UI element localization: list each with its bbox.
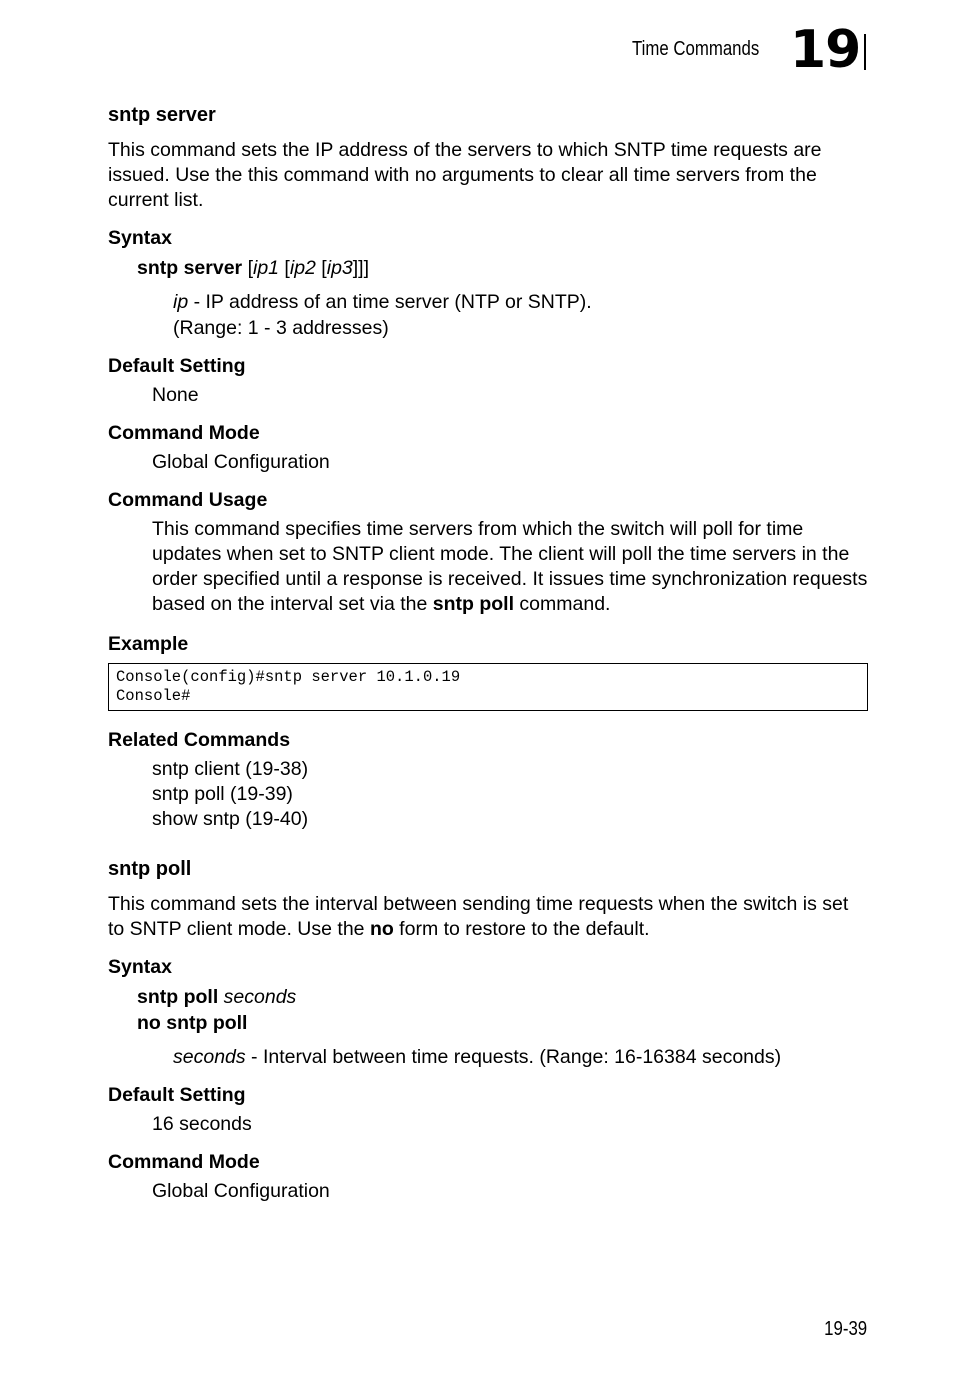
related-command: show sntp (19-40) [152, 808, 309, 830]
page-content [108, 102, 868, 1204]
sntp-poll-syntax: sntp poll seconds [137, 986, 297, 1008]
related-command: sntp poll (19-39) [152, 783, 293, 805]
command-usage-heading: Command Usage [108, 489, 268, 511]
sntp-poll-description: This command sets the interval between sending time requests when the switch is set to SNTP client mode. Use the no form to restore to the default. [108, 893, 849, 940]
sntp-server-syntax: sntp server [ip1 [ip2 [ip3]]] [137, 257, 370, 279]
chapter-number: 19 [790, 20, 861, 80]
default-setting-heading: Default Setting [108, 355, 246, 377]
example-line: Console(config)#sntp server 10.1.0.19 [116, 668, 461, 686]
example-line: Console# [116, 687, 191, 705]
sntp-server-description: This command sets the IP address of the servers to which SNTP time requests are issued. Use the this command with no arguments to clear all time servers from the current list. [108, 139, 822, 211]
related-command: sntp client (19-38) [152, 758, 309, 780]
no-sntp-poll-syntax: no sntp poll [137, 1012, 248, 1034]
section-title-sntp-server: sntp server [108, 104, 216, 126]
sntp-server-default: None [152, 384, 199, 406]
command-mode-heading: Command Mode [108, 422, 260, 444]
running-header: Time Commands [632, 38, 760, 60]
chapter-divider [864, 34, 866, 70]
default-setting-heading: Default Setting [108, 1084, 246, 1106]
sntp-poll-mode: Global Configuration [152, 1180, 330, 1202]
sntp-poll-parameter: seconds - Interval between time requests. (Range: 16-16384 seconds) [173, 1046, 782, 1068]
sntp-poll-default: 16 seconds [152, 1113, 252, 1135]
sntp-server-usage: This command specifies time servers from which the switch will poll for time updates when set to SNTP client mode. The client will poll the time servers in the order specified until a response is received. It issues time synchronization requests based on the interval set via the sntp poll command. [152, 518, 868, 615]
command-mode-heading: Command Mode [108, 1151, 260, 1173]
example-code-box [108, 663, 868, 711]
related-commands-heading: Related Commands [108, 729, 291, 751]
sntp-server-mode: Global Configuration [152, 451, 330, 473]
section-title-sntp-poll: sntp poll [108, 858, 192, 880]
page-number: 19-39 [824, 1318, 867, 1340]
related-commands-list [152, 757, 868, 832]
sntp-server-parameter: ip - IP address of an time server (NTP or SNTP). (Range: 1 - 3 addresses) [173, 291, 592, 339]
syntax-heading: Syntax [108, 956, 172, 978]
example-heading: Example [108, 633, 189, 655]
syntax-heading: Syntax [108, 227, 172, 249]
